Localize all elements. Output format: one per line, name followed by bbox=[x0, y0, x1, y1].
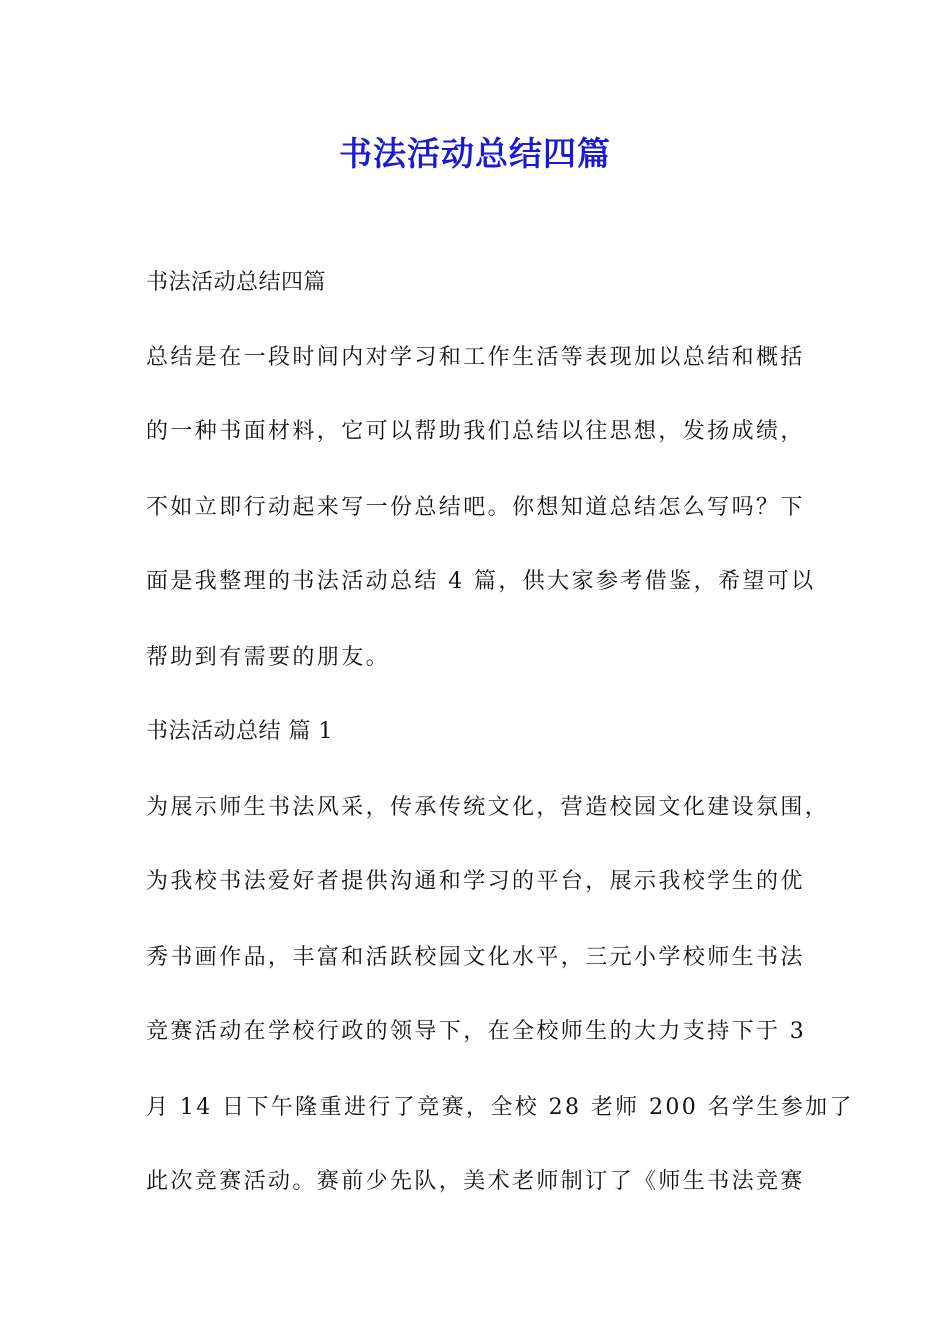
document-subtitle: 书法活动总结四篇 bbox=[146, 270, 327, 295]
section-heading: 书法活动总结 篇 1 bbox=[146, 719, 333, 744]
section-line-6: 此次竞赛活动。赛前少先队，美术老师制订了《师生书法竞赛 bbox=[146, 1169, 805, 1194]
section-line-5: 月 14 日下午隆重进行了竞赛，全校 28 老师 200 名学生参加了 bbox=[146, 1095, 854, 1120]
intro-line-3: 不如立即行动起来写一份总结吧。你想知道总结怎么写吗？下 bbox=[146, 495, 805, 520]
section-line-1: 为展示师生书法风采，传承传统文化，营造校园文化建设氛围， bbox=[146, 795, 830, 820]
intro-line-1: 总结是在一段时间内对学习和工作生活等表现加以总结和概括 bbox=[146, 345, 805, 370]
document-title: 书法活动总结四篇 bbox=[339, 134, 611, 173]
section-line-3: 秀书画作品，丰富和活跃校园文化水平，三元小学校师生书法 bbox=[146, 945, 805, 970]
intro-line-4: 面是我整理的书法活动总结 4 篇，供大家参考借鉴，希望可以 bbox=[146, 569, 816, 594]
section-line-4: 竞赛活动在学校行政的领导下，在全校师生的大力支持下于 3 bbox=[146, 1019, 807, 1044]
intro-line-5: 帮助到有需要的朋友。 bbox=[146, 645, 391, 670]
section-line-2: 为我校书法爱好者提供沟通和学习的平台，展示我校学生的优 bbox=[146, 869, 805, 894]
intro-line-2: 的一种书面材料，它可以帮助我们总结以往思想，发扬成绩， bbox=[146, 419, 805, 444]
